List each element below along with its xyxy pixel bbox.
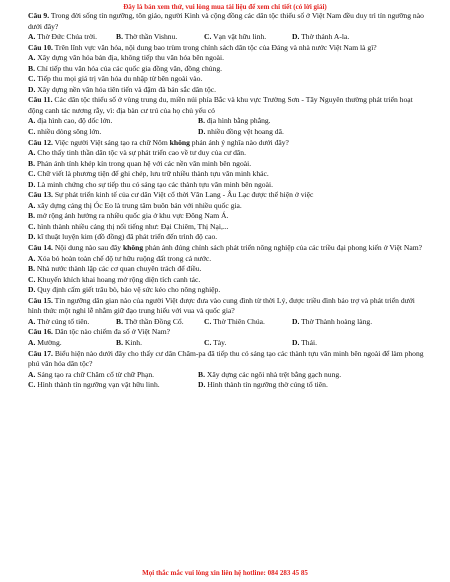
option-a[interactable]: A. Cho thấy tinh thần dân tộc và sự phát triển cao về tư duy của cư dân. (28, 148, 246, 158)
option-a[interactable]: A. Thờ cúng tổ tiên. (28, 316, 90, 326)
question-number: Câu 11. (28, 95, 53, 105)
options-row (28, 317, 424, 328)
option-a[interactable]: A. Xóa bỏ hoàn toàn chế độ tư hữu ruộng đất trong cả nước. (28, 253, 212, 263)
question-number: Câu 9. (28, 11, 50, 20)
option-c[interactable]: C. nhiều dòng sông lớn. (28, 127, 102, 137)
option-b[interactable]: B. địa hình bằng phẳng. (198, 116, 271, 126)
option-b[interactable]: B. Kinh. (116, 337, 142, 347)
question-13 (28, 190, 424, 201)
options-row (28, 380, 424, 391)
question-text: Trong đời sống tín ngưỡng, tôn giáo, người Kinh và cộng đồng các dân tộc thiểu số ở Việt Nam đều duy trì tín ngưỡng nào dưới đây? (28, 11, 424, 31)
preview-notice: Đây là bản xem thử, vui lòng mua tài liệu để xem chi tiết (có lời giải) (123, 3, 327, 11)
option-a[interactable]: A. địa hình cao, độ dốc lớn. (28, 116, 113, 126)
option-b[interactable]: B. Nhà nước thành lập các cơ quan chuyên trách để điều. (28, 264, 202, 274)
question-9 (28, 11, 424, 32)
question-text-start: Nội dung nào sau đây (54, 243, 123, 253)
option-c[interactable]: C. Tày. (204, 337, 227, 347)
option-b[interactable]: B. Phản ánh tính khép kín trong quan hệ với các nền văn minh bên ngoài. (28, 158, 252, 168)
question-12 (28, 138, 424, 149)
option-d[interactable]: D. Hình thành tín ngưỡng thờ cúng tổ tiên. (198, 380, 328, 390)
options-row (28, 116, 424, 127)
option-c[interactable]: C. Hình thành tín ngưỡng vạn vật hữu linh. (28, 380, 160, 390)
question-number: Câu 12. (28, 137, 53, 147)
question-text: Tín ngưỡng dân gian nào của người Việt được đưa vào cung đình từ thời Lý, được triều đình bảo trợ và phát triển dưới hình thức một nghi lễ nhằm giữ đạo trung hiếu với vua và quốc gia? (28, 295, 415, 316)
option-c[interactable]: C. Vạn vật hữu linh. (204, 32, 267, 42)
option-a[interactable]: A. Sáng tạo ra chữ Chăm cổ từ chữ Phạn. (28, 369, 155, 379)
option-c[interactable]: C. Khuyến khích khai hoang mở rộng diện tích canh tác. (28, 274, 201, 284)
question-text: Các dân tộc thiểu số ở vùng trung du, miền núi phía Bắc và khu vực Trường Sơn - Tây Nguyên thường phát triển hoạt động canh tác nương rẫy, vì: địa bàn cư trú của họ chủ yếu có (28, 95, 413, 115)
option-b[interactable]: B. Xây dựng các ngôi nhà trệt bằng gạch nung. (198, 369, 342, 379)
question-text-end: phản ánh đúng chính sách phát triển nông nghiệp của các triều đại phong kiến ở Việt Nam? (143, 243, 423, 253)
question-15 (28, 296, 424, 317)
question-17 (28, 349, 424, 370)
options-row (28, 127, 424, 138)
question-text-end: phản ánh ý nghĩa nào dưới đây? (189, 137, 289, 147)
option-d[interactable]: D. nhiều đồng vệt hoang dã. (198, 127, 284, 137)
option-d[interactable]: D. Là minh chứng cho sự tiếp thu có sáng tạo các thành tựu văn minh bên ngoài. (28, 179, 273, 189)
question-text: Dân tộc nào chiếm đa số ở Việt Nam? (54, 327, 170, 337)
question-14 (28, 243, 424, 254)
option-c[interactable]: C. Thờ Thiên Chúa. (204, 316, 265, 326)
question-10 (28, 43, 424, 54)
emphasis-word: không (169, 137, 190, 147)
emphasis-word: không (122, 243, 144, 253)
option-a[interactable]: A. Mường. (28, 337, 62, 347)
question-16 (28, 327, 424, 338)
option-b[interactable]: B. Thờ thần Đồng Cổ. (116, 316, 184, 326)
question-number: Câu 10. (28, 42, 53, 52)
option-d[interactable]: D. Thái. (292, 337, 317, 347)
option-d[interactable]: D. Thờ thánh A-la. (292, 32, 350, 42)
question-text: Biểu hiện nào dưới đây cho thấy cư dân Chăm-pa đã tiếp thu có sáng tạo các thành tựu văn minh bên ngoài để làm phong phú văn hóa dân tộc? (28, 348, 424, 369)
option-a[interactable]: A. Xây dựng văn hóa bản địa, không tiếp thu văn hóa bên ngoài. (28, 53, 225, 63)
option-a[interactable]: A. Thờ Đức Chúa trời. (28, 32, 97, 42)
question-number: Câu 17. (28, 348, 53, 358)
question-number: Câu 15. (28, 295, 53, 305)
options-row (28, 338, 424, 349)
question-11 (28, 95, 424, 116)
question-number: Câu 13. (28, 190, 53, 200)
option-c[interactable]: C. Chữ viết là phương tiện để ghi chép, lưu trữ nhiều thành tựu văn minh khác. (28, 169, 269, 179)
question-number: Câu 16. (28, 327, 53, 337)
option-d[interactable]: D. Quy định cấm giết trâu bò, bảo vệ sức kéo cho nông nghiệp. (28, 285, 221, 295)
option-d[interactable]: D. Xây dựng nền văn hóa tiên tiến và đậm đà bản sắc dân tộc. (28, 84, 217, 94)
question-text-start: Việc người Việt sáng tạo ra chữ Nôm (54, 137, 170, 147)
question-list (28, 11, 424, 391)
options-row (28, 370, 424, 381)
option-b[interactable]: B. Thờ thần Vishnu. (116, 32, 178, 42)
option-c[interactable]: C. Tiếp thu mọi giá trị văn hóa du nhập từ bên ngoài vào. (28, 74, 203, 84)
option-b[interactable]: B. mở rộng ảnh hưởng ra nhiều quốc gia ở khu vực Đông Nam Á. (28, 211, 229, 221)
question-text: Trên lĩnh vực văn hóa, nội dung bao trùm trong chính sách dân tộc của Đảng và nhà nước Việt Nam là gì? (54, 42, 377, 52)
question-text: Sự phát triển kinh tế của cư dân Việt cổ thời Văn Lang - Âu Lạc được thể hiện ở việc (54, 190, 314, 200)
option-d[interactable]: D. kĩ thuật luyện kim (đồ đồng) đã phát triển đến trình độ cao. (28, 232, 218, 242)
option-d[interactable]: D. Thờ Thành hoàng làng. (292, 316, 373, 326)
options-row (28, 32, 424, 43)
option-c[interactable]: C. hình thành nhiều cảng thị nối tiếng như: Đại Chiêm, Thị Nại,... (28, 221, 229, 231)
question-number: Câu 14. (28, 243, 53, 253)
option-b[interactable]: B. Chỉ tiếp thu văn hóa của các quốc gia đồng văn, đồng chủng. (28, 63, 223, 73)
option-a[interactable]: A. xây dựng cảng thị Óc Eo là trung tâm buôn bán với nhiều quốc gia. (28, 200, 242, 210)
hotline-notice: Mọi thắc mắc vui lòng xin liên hệ hotline: 084 283 45 85 (142, 569, 308, 577)
